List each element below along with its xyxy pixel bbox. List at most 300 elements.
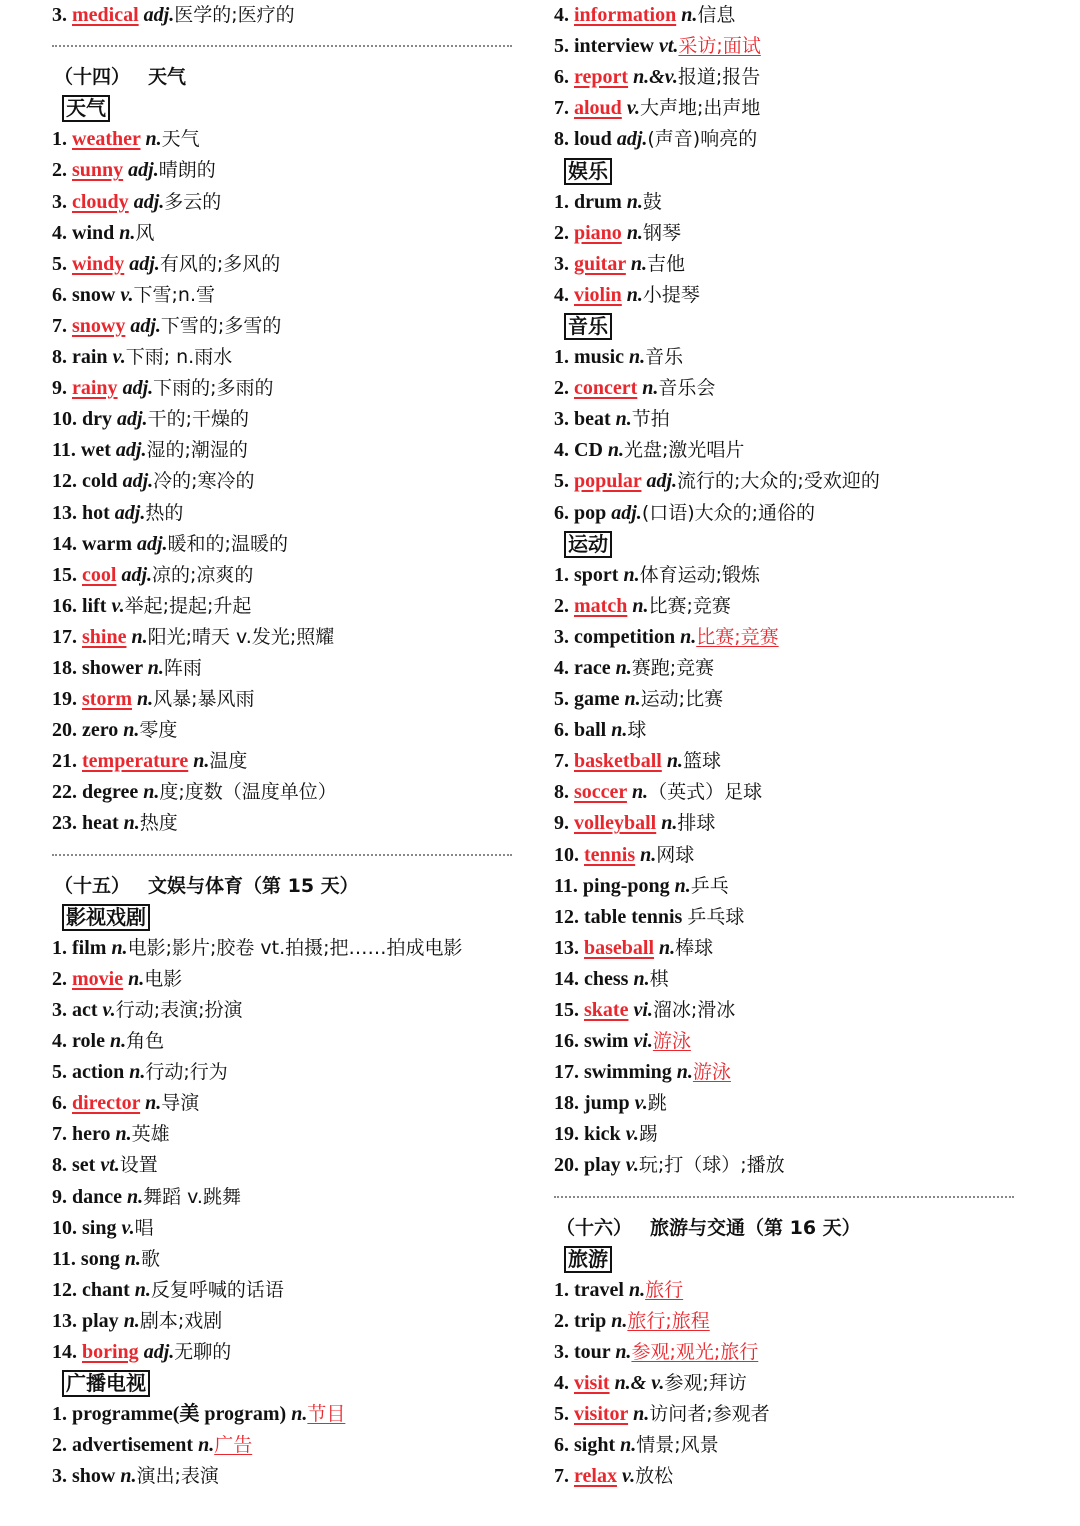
part-of-speech: n.: [640, 843, 657, 866]
part-of-speech: adj.: [122, 470, 154, 493]
headword: trip: [574, 1309, 607, 1332]
entry-number: 14.: [554, 967, 579, 990]
headword: cold: [82, 470, 118, 493]
definition: 情景;风景: [636, 1434, 719, 1457]
headword: play: [82, 1309, 119, 1332]
headword: boring: [82, 1341, 139, 1364]
vocab-entry: [52, 715, 522, 746]
headword: movie: [72, 967, 124, 990]
entry-number: 7.: [554, 97, 569, 120]
part-of-speech: n.: [129, 1061, 146, 1084]
part-of-speech: n.: [676, 1061, 693, 1084]
part-of-speech: adj.: [611, 501, 642, 524]
part-of-speech: v.: [111, 594, 125, 617]
headword: information: [574, 4, 677, 26]
definition: 英雄: [131, 1123, 170, 1146]
section-divider: [52, 840, 522, 871]
headword: hero: [72, 1123, 111, 1146]
definition: 游泳: [692, 1061, 731, 1084]
vocab-entry: [554, 466, 1024, 497]
definition: 鼓: [642, 190, 662, 213]
headword: shower: [82, 656, 143, 679]
definition: 音乐: [645, 346, 684, 369]
entry-number: 7.: [554, 750, 569, 773]
headword: act: [72, 999, 98, 1021]
section-title: 文娱与体育（第 15 天）: [148, 874, 359, 897]
vocab-entry: [554, 1119, 1024, 1150]
headword: soccer: [574, 781, 627, 804]
part-of-speech: n.: [631, 781, 649, 804]
vocab-entry: [52, 964, 522, 995]
entry-number: 12.: [52, 470, 77, 493]
part-of-speech: vt.: [100, 1154, 120, 1177]
right-column: [554, 0, 1024, 1493]
entry-number: 21.: [52, 750, 77, 773]
entry-number: 6.: [52, 283, 67, 306]
entry-number: 8.: [554, 781, 569, 804]
definition: 演出;表演: [136, 1465, 219, 1488]
part-of-speech: n.: [659, 936, 676, 959]
vocab-entry: [554, 933, 1024, 964]
vocab-entry: [554, 1275, 1024, 1306]
definition: 棒球: [675, 936, 714, 959]
part-of-speech: adj.: [646, 470, 678, 493]
part-of-speech: n.: [681, 4, 698, 26]
headword: piano: [574, 221, 622, 244]
vocab-entry: [554, 964, 1024, 995]
section-heading: [52, 871, 522, 902]
vocab-entry: [554, 187, 1024, 218]
vocab-entry: [52, 591, 522, 622]
subsection-heading: [554, 529, 1024, 560]
headword: role: [72, 1030, 105, 1053]
part-of-speech: n.: [620, 1434, 637, 1457]
part-of-speech: n.: [611, 1309, 628, 1332]
entry-number: 11.: [52, 439, 76, 462]
headword: race: [574, 656, 611, 679]
part-of-speech: n.: [661, 812, 678, 835]
part-of-speech: adj.: [117, 408, 148, 431]
vocab-entry: [554, 435, 1024, 466]
headword: shine: [82, 625, 127, 648]
definition: 角色: [126, 1030, 165, 1053]
headword: warm: [82, 532, 132, 555]
headword: sight: [574, 1434, 616, 1457]
vocab-entry: [554, 1026, 1024, 1057]
entry-number: 10.: [52, 408, 77, 431]
vocab-entry: [554, 404, 1024, 435]
part-of-speech: n.: [123, 719, 140, 742]
part-of-speech: n.: [143, 781, 160, 804]
definition: 歌: [140, 1247, 160, 1270]
vocab-entry: [52, 995, 522, 1026]
part-of-speech: n.: [145, 128, 162, 151]
entry-number: 9.: [52, 377, 67, 400]
headword: visit: [574, 1372, 610, 1395]
definition: 舞蹈 v.跳舞: [143, 1185, 241, 1208]
headword: song: [80, 1247, 120, 1270]
entry-number: 6.: [554, 66, 569, 89]
headword: drum: [574, 190, 622, 213]
vocab-entry: [554, 622, 1024, 653]
definition: 下雨; n.雨水: [125, 346, 233, 369]
definition: 钢琴: [642, 221, 681, 244]
vocab-entry: [52, 684, 522, 715]
definition: 下雪的;多雪的: [160, 314, 282, 337]
part-of-speech: v.: [625, 1154, 639, 1177]
part-of-speech: n.: [119, 221, 136, 244]
subsection-heading: [52, 1368, 522, 1399]
entry-number: 19.: [554, 1123, 579, 1146]
part-of-speech: n.: [124, 1247, 141, 1270]
entry-number: 2.: [52, 967, 67, 990]
entry-number: 13.: [52, 501, 77, 524]
definition: 下雪;n.雪: [133, 283, 215, 306]
headword: sing: [82, 1216, 117, 1239]
definition: 游泳: [652, 1030, 691, 1053]
vocab-entry: [52, 1088, 522, 1119]
headword: skate: [584, 999, 629, 1021]
definition: 导演: [161, 1092, 200, 1115]
headword: relax: [574, 1465, 617, 1488]
part-of-speech: n.: [680, 625, 697, 648]
vocab-entry: [554, 0, 1024, 31]
headword: concert: [574, 377, 638, 400]
entry-number: 6.: [554, 501, 569, 524]
headword: wet: [80, 439, 111, 462]
entry-number: 9.: [52, 1185, 67, 1208]
part-of-speech: vi.: [633, 999, 653, 1021]
headword: baseball: [584, 936, 655, 959]
vocab-entry: [52, 622, 522, 653]
definition: 凉的;凉爽的: [152, 563, 254, 586]
vocab-entry: [52, 653, 522, 684]
entry-number: 3.: [52, 4, 67, 26]
entry-number: 16.: [52, 594, 77, 617]
section-number: （十四）: [54, 66, 131, 89]
entry-number: 1.: [554, 1278, 569, 1301]
entry-number: 11.: [52, 1247, 76, 1270]
entry-number: 13.: [554, 936, 579, 959]
definition: 冷的;寒冷的: [153, 470, 255, 493]
definition: 行动;行为: [145, 1061, 228, 1084]
entry-number: 15.: [554, 999, 579, 1021]
headword: dry: [82, 408, 112, 431]
definition: 采访;面试: [678, 35, 761, 58]
entry-number: 1.: [554, 190, 569, 213]
vocab-entry: [554, 1306, 1024, 1337]
definition: 比赛;竞赛: [696, 625, 779, 648]
part-of-speech: adj.: [115, 439, 147, 462]
part-of-speech: n.: [120, 1465, 137, 1488]
definition: 小提琴: [642, 283, 700, 306]
headword: beat: [574, 408, 611, 431]
part-of-speech: v.: [625, 1123, 639, 1146]
vocab-entry: [52, 777, 522, 808]
vocab-entry: [52, 560, 522, 591]
subsection-heading: [52, 93, 522, 124]
section-number: （十五）: [54, 874, 131, 897]
definition: 旅行;旅程: [627, 1309, 710, 1332]
entry-number: 2.: [52, 1434, 67, 1457]
part-of-speech: v.: [121, 1216, 135, 1239]
entry-number: 1.: [554, 346, 569, 369]
headword: snowy: [72, 314, 126, 337]
dotted-rule: [52, 45, 512, 47]
part-of-speech: n.: [633, 1403, 650, 1426]
entry-number: 14.: [52, 532, 77, 555]
vocab-entry: [554, 808, 1024, 839]
headword: music: [574, 346, 624, 369]
vocab-entry: [52, 1150, 522, 1181]
part-of-speech: n.: [127, 1185, 144, 1208]
part-of-speech: n.: [615, 408, 632, 431]
entry-number: 5.: [554, 470, 569, 493]
entry-number: 1.: [52, 936, 67, 959]
vocab-entry: [52, 933, 522, 964]
subsection-label: 天气: [62, 95, 110, 122]
definition: 跳: [647, 1092, 667, 1115]
headword: cool: [82, 563, 117, 586]
part-of-speech: n.: [607, 439, 625, 462]
headword: ping-pong: [582, 874, 670, 897]
vocab-entry: [554, 1150, 1024, 1181]
part-of-speech: n.: [123, 812, 140, 835]
vocab-entry: [554, 684, 1024, 715]
vocab-entry: [52, 529, 522, 560]
subsection-label: 音乐: [564, 313, 612, 340]
vocab-entry: [52, 1337, 522, 1368]
headword: violin: [574, 283, 622, 306]
part-of-speech: n.: [623, 563, 640, 586]
definition: 电影: [144, 967, 183, 990]
definition: 赛跑;竞赛: [631, 656, 715, 679]
definition: 医学的;医疗的: [174, 4, 295, 26]
definition: 参观;拜访: [664, 1372, 747, 1395]
definition: 阵雨: [163, 656, 202, 679]
vocab-entry: [554, 1399, 1024, 1430]
entry-number: 2.: [554, 377, 569, 400]
part-of-speech: n.: [642, 377, 659, 400]
part-of-speech: v.: [102, 999, 116, 1021]
entry-number: 3.: [52, 190, 67, 213]
section-divider: [554, 1182, 1024, 1213]
headword: tour: [574, 1341, 611, 1364]
entry-number: 4.: [554, 1372, 569, 1395]
definition: 剧本;戏剧: [139, 1309, 223, 1332]
definition: 广告: [214, 1434, 253, 1457]
part-of-speech: n.: [629, 346, 646, 369]
vocab-entry: [52, 280, 522, 311]
headword: popular: [574, 470, 642, 493]
part-of-speech: n.: [111, 936, 128, 959]
headword: kick: [584, 1123, 621, 1146]
definition: 大声地;出声地: [639, 97, 761, 120]
entry-number: 12.: [52, 1278, 77, 1301]
headword: loud: [574, 128, 612, 151]
definition: 湿的;潮湿的: [146, 439, 248, 462]
headword: game: [574, 688, 620, 711]
entry-number: 23.: [52, 812, 77, 835]
entry-number: 8.: [52, 346, 67, 369]
definition: 下雨的;多雨的: [153, 377, 274, 400]
part-of-speech: n.: [626, 190, 643, 213]
definition: 行动;表演;扮演: [115, 999, 243, 1021]
headword: lift: [82, 594, 107, 617]
headword: basketball: [574, 750, 662, 773]
headword: interview: [574, 35, 654, 58]
headword: visitor: [574, 1403, 629, 1426]
headword: dance: [72, 1185, 122, 1208]
part-of-speech: adj.: [121, 563, 152, 586]
headword: guitar: [574, 252, 626, 275]
definition: 唱: [134, 1216, 154, 1239]
subsection-label: 运动: [564, 531, 612, 558]
part-of-speech: n.: [615, 1341, 632, 1364]
definition: 吉他: [646, 252, 685, 275]
part-of-speech: n.: [128, 967, 145, 990]
headword: windy: [72, 252, 125, 275]
definition: 节目: [307, 1403, 346, 1426]
vocab-entry: [52, 498, 522, 529]
part-of-speech: adj.: [122, 377, 154, 400]
headword: hot: [82, 501, 110, 524]
part-of-speech: n.: [674, 874, 691, 897]
headword: chess: [584, 967, 629, 990]
part-of-speech: n.: [136, 688, 154, 711]
definition: 排球: [677, 812, 716, 835]
subsection-heading: [554, 311, 1024, 342]
subsection-label: 影视戏剧: [62, 904, 150, 931]
part-of-speech: n.: [147, 656, 164, 679]
definition: 玩;打（球）;播放: [638, 1154, 785, 1177]
entry-number: 19.: [52, 688, 77, 711]
vocab-entry: [554, 591, 1024, 622]
entry-number: 7.: [554, 1465, 569, 1488]
entry-number: 18.: [52, 656, 77, 679]
headword: advertisement: [72, 1434, 194, 1457]
vocab-entry: [52, 1119, 522, 1150]
part-of-speech: n.: [628, 1278, 646, 1301]
headword: cloudy: [72, 190, 129, 213]
headword: aloud: [574, 97, 622, 120]
part-of-speech: n.: [615, 656, 632, 679]
definition: 网球: [656, 843, 695, 866]
headword: travel: [574, 1278, 624, 1301]
part-of-speech: n.: [632, 594, 649, 617]
headword: heat: [82, 812, 119, 835]
part-of-speech: n.& v.: [614, 1372, 665, 1395]
vocab-entry: [554, 93, 1024, 124]
definition: 晴朗的: [158, 159, 216, 182]
vocab-entry: [52, 1213, 522, 1244]
definition: 多云的: [164, 190, 222, 213]
vocab-entry: [554, 1461, 1024, 1492]
entry-number: 5.: [554, 35, 569, 58]
entry-number: 5.: [554, 1403, 569, 1426]
definition: 电影;影片;胶卷 vt.拍摄;把……拍成电影: [127, 936, 463, 959]
vocab-entry: [52, 0, 522, 31]
headword: rain: [72, 346, 108, 369]
headword: jump: [584, 1092, 630, 1115]
part-of-speech: n.: [123, 1309, 140, 1332]
vocab-entry: [52, 435, 522, 466]
vocab-entry: [554, 342, 1024, 373]
vocab-entry: [554, 1430, 1024, 1461]
headword: swimming: [584, 1061, 672, 1084]
entry-number: 1.: [554, 563, 569, 586]
part-of-speech: adj.: [114, 501, 146, 524]
vocab-entry: [52, 218, 522, 249]
entry-number: 6.: [554, 1434, 569, 1457]
headword: sport: [574, 563, 619, 586]
part-of-speech: v.: [634, 1092, 648, 1115]
part-of-speech: n.: [626, 283, 643, 306]
subsection-heading: [52, 902, 522, 933]
headword: director: [72, 1092, 141, 1115]
headword: degree: [82, 781, 139, 804]
vocab-entry: [554, 902, 1024, 933]
headword: play: [584, 1154, 621, 1177]
entry-number: 16.: [554, 1030, 579, 1053]
entry-number: 22.: [52, 781, 77, 804]
definition: 音乐会: [658, 377, 716, 400]
part-of-speech: n.: [611, 719, 628, 742]
headword: medical: [72, 4, 139, 26]
headword: pop: [574, 501, 607, 524]
vocab-entry: [554, 560, 1024, 591]
entry-number: 4.: [554, 439, 569, 462]
headword: report: [574, 66, 629, 89]
definition: 风: [135, 221, 155, 244]
headword: programme(美 program): [72, 1403, 287, 1426]
entry-number: 5.: [52, 1061, 67, 1084]
vocab-entry: [52, 311, 522, 342]
definition: (口语)大众的;通俗的: [641, 501, 816, 524]
vocab-entry: [52, 1244, 522, 1275]
definition: （英式）足球: [648, 781, 763, 804]
definition: 流行的;大众的;受欢迎的: [677, 470, 880, 493]
definition: 踢: [638, 1123, 658, 1146]
definition: 球: [627, 719, 647, 742]
headword: weather: [72, 128, 141, 151]
vocab-entry: [52, 342, 522, 373]
section-title: 天气: [148, 66, 187, 89]
entry-number: 2.: [52, 159, 67, 182]
entry-number: 4.: [554, 656, 569, 679]
vocab-entry: [554, 1088, 1024, 1119]
headword: swim: [584, 1030, 629, 1053]
definition: 体育运动;锻炼: [639, 563, 760, 586]
vocab-entry: [554, 777, 1024, 808]
headword: ball: [574, 719, 607, 742]
definition: 度;度数（温度单位）: [159, 781, 337, 804]
dotted-rule: [554, 1196, 1014, 1198]
vocab-entry: [52, 746, 522, 777]
vocab-entry: [554, 715, 1024, 746]
section-heading: [52, 62, 522, 93]
vocab-entry: [52, 1182, 522, 1213]
vocab-entry: [52, 1430, 522, 1461]
part-of-speech: v.: [621, 1465, 636, 1488]
entry-number: 10.: [554, 843, 579, 866]
definition: (声音)响亮的: [647, 128, 758, 151]
definition: 反复呼喊的话语: [150, 1278, 284, 1301]
headword: sunny: [72, 159, 124, 182]
headword: storm: [82, 688, 132, 711]
vocab-entry: [52, 373, 522, 404]
definition: 光盘;激光唱片: [624, 439, 745, 462]
